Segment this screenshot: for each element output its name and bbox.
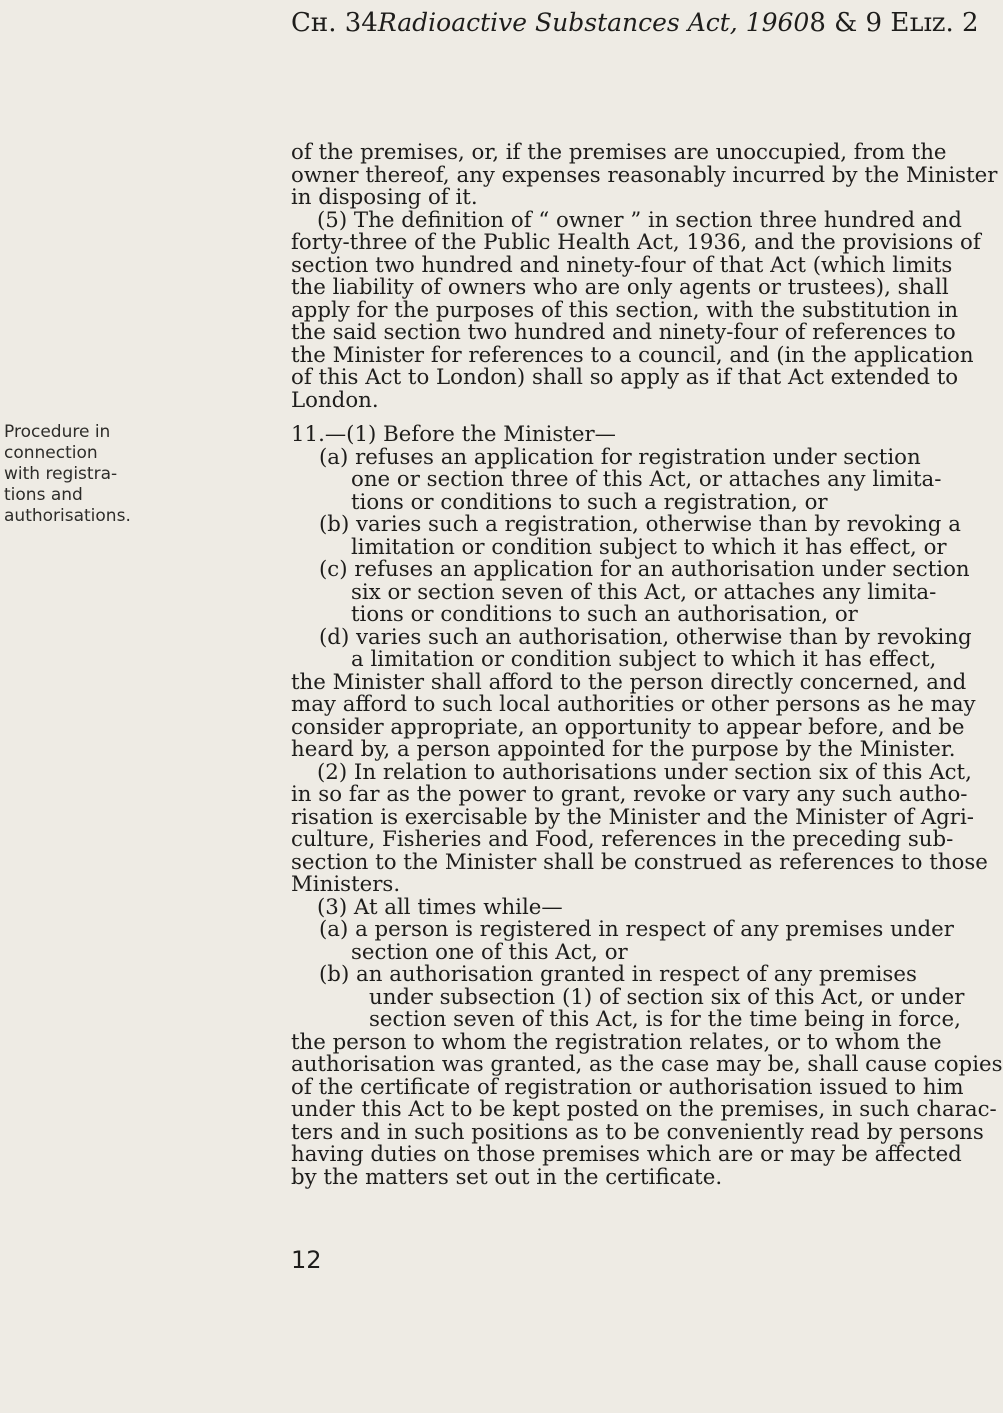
margin-note	[4, 422, 154, 527]
text-line: apply for the purposes of this section, with the substitution in	[291, 297, 959, 323]
text-line: (b) varies such a registration, otherwise than by revoking a	[319, 512, 961, 537]
text-line: section to the Minister shall be construed as references to those	[291, 849, 988, 875]
text-line: limitation or condition subject to which it has effect, or	[351, 534, 947, 560]
text-line: in so far as the power to grant, revoke or vary any such autho-	[291, 782, 968, 807]
text-line: six or section seven of this Act, or attaches any limita-	[351, 579, 937, 605]
chapter-label: Cʜ. 34	[291, 8, 378, 38]
text-line: of the certificate of registration or authorisation issued to him	[291, 1074, 964, 1100]
text-line: the Minister shall afford to the person directly concerned, and	[291, 669, 967, 695]
text-line: (a) a person is registered in respect of any premises under	[319, 917, 954, 942]
text-line: heard by, a person appointed for the purpose by the Minister.	[291, 737, 956, 762]
text-line: Ministers.	[291, 872, 401, 897]
text-line: the said section two hundred and ninety-four of references to	[291, 320, 956, 345]
section-11	[291, 422, 1003, 1190]
text-line: owner thereof, any expenses reasonably incurred by the Minister	[291, 162, 998, 188]
text-line: section seven of this Act, is for the time being in force,	[369, 1007, 961, 1032]
text-line: having duties on those premises which are or may be affected	[291, 1142, 962, 1167]
text-line: ters and in such positions as to be conveniently read by persons	[291, 1119, 984, 1145]
margin-note-line: connection	[4, 443, 98, 463]
text-line: of the premises, or, if the premises are unoccupied, from the	[291, 140, 947, 165]
text-line: (b) an authorisation granted in respect of any premises	[319, 962, 917, 987]
text-line: consider appropriate, an opportunity to appear before, and be	[291, 714, 965, 740]
text-line: section one of this Act, or	[351, 939, 628, 965]
margin-note-line: authorisations.	[4, 506, 131, 526]
margin-note-line: with registra-	[4, 464, 118, 484]
section-10-continuation	[291, 140, 998, 413]
text-line: under subsection (1) of section six of this Act, or under	[369, 984, 965, 1010]
text-line: may afford to such local authorities or other persons as he may	[291, 692, 976, 717]
running-header	[291, 8, 979, 38]
margin-note-line: Procedure in	[4, 422, 111, 442]
text-line: (c) refuses an application for an authorisation under section	[319, 557, 970, 582]
page-number: 12	[291, 1246, 322, 1274]
margin-note-line: tions and	[4, 485, 83, 505]
text-line: by the matters set out in the certificate.	[291, 1164, 723, 1190]
text-line: forty-three of the Public Health Act, 1936, and the provisions of	[291, 230, 981, 255]
act-title: Radioactive Substances Act, 1960	[377, 8, 810, 37]
text-line: the person to whom the registration relates, or to whom the	[291, 1029, 942, 1055]
text-line: a limitation or condition subject to which it has effect,	[351, 647, 937, 672]
text-line: under this Act to be kept posted on the premises, in such charac-	[291, 1097, 997, 1122]
text-line: tions or conditions to such a registration, or	[351, 489, 828, 515]
text-line: risation is exercisable by the Minister and the Minister of Agri-	[291, 804, 974, 830]
text-line: in disposing of it.	[291, 185, 478, 210]
text-line: section two hundred and ninety-four of that Act (which limits	[291, 252, 953, 278]
regnal-year: 8 & 9 Eʟɪᴢ. 2	[809, 8, 979, 38]
text-line: authorisation was granted, as the case may be, shall cause copies	[291, 1052, 1003, 1077]
text-line: tions or conditions to such an authorisation, or	[351, 602, 858, 627]
text-line: (a) refuses an application for registration under section	[319, 444, 921, 470]
text-line: London.	[291, 387, 379, 413]
text-line: the liability of owners who are only agents or trustees), shall	[291, 275, 949, 300]
text-line: the Minister for references to a council, and (in the application	[291, 342, 974, 368]
text-line: (3) At all times while—	[317, 894, 563, 920]
section-heading: 11.—(1) Before the Minister—	[291, 422, 616, 447]
text-line: (5) The definition of “ owner ” in section three hundred and	[317, 207, 962, 233]
text-line: (d) varies such an authorisation, otherwise than by revoking	[319, 624, 972, 650]
text-line: one or section three of this Act, or attaches any limita-	[351, 467, 942, 492]
text-line: of this Act to London) shall so apply as if that Act extended to	[291, 365, 959, 390]
text-line: (2) In relation to authorisations under section six of this Act,	[317, 759, 972, 785]
text-line: culture, Fisheries and Food, references in the preceding sub-	[291, 827, 954, 852]
